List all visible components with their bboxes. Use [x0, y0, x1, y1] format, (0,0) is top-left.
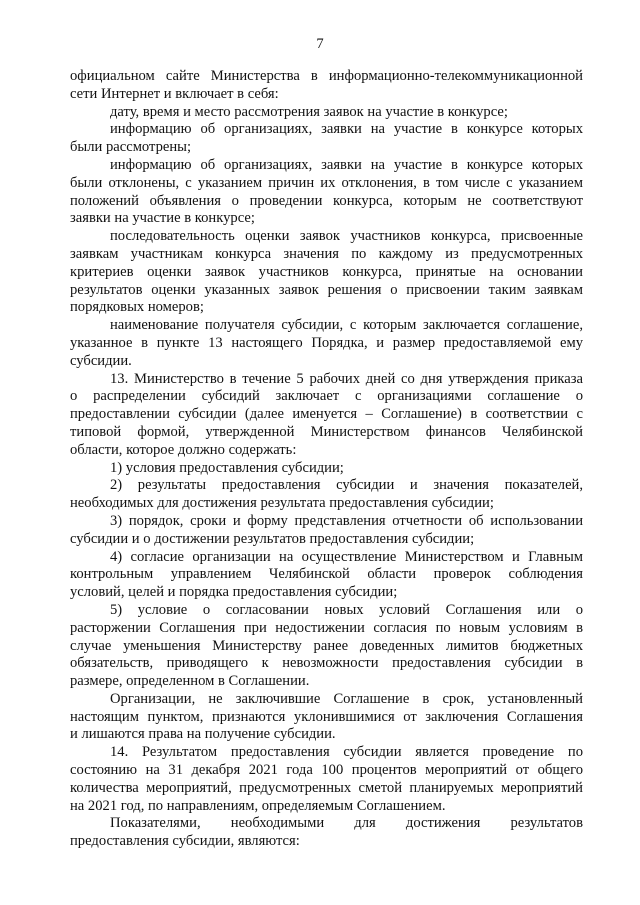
text-line: Показателями, необходимыми для достижения результатов [110, 815, 583, 832]
paragraph [70, 691, 583, 744]
text-line: состоянию на 31 декабря 2021 года 100 процентов мероприятий от общего [70, 762, 583, 779]
text-line: дату, время и место рассмотрения заявок на участие в конкурсе; [110, 103, 508, 120]
paragraph [70, 744, 583, 815]
text-line: 14. Результатом предоставления субсидии является проведение по [110, 744, 583, 761]
document-body [70, 68, 583, 851]
text-line: 3) порядок, сроки и форму представления отчетности об использовании [110, 512, 583, 529]
text-line: случае уменьшения Министерству ранее доведенных лимитов бюджетных [70, 637, 583, 654]
paragraph [70, 549, 583, 602]
text-line: официальном сайте Министерства в информационно-телекоммуникационной [70, 68, 583, 84]
text-line: и лишаются права на получение субсидии. [70, 726, 336, 743]
text-line: настоящим пунктом, признаются уклонившимися от заключения Соглашения [70, 708, 583, 725]
text-line: порядковых номеров; [70, 299, 204, 316]
text-line: контрольным управлением Челябинской области проверок соблюдения [70, 566, 583, 583]
text-line: критериев оценки заявок участников конкурса, принятые на основании [70, 263, 583, 280]
paragraph [70, 477, 583, 513]
paragraph [70, 460, 583, 478]
text-line: области, которое должно содержать: [70, 441, 297, 458]
text-line: условий, целей и порядка предоставления субсидии; [70, 584, 398, 601]
text-line: указанное в пункте 13 настоящего Порядка, и размер предоставляемой ему [70, 334, 583, 351]
text-line: 1) условия предоставления субсидии; [110, 459, 344, 476]
text-line: о распределении субсидий заключает с организациями соглашение о [70, 388, 583, 405]
text-line: 5) условие о согласовании новых условий Соглашения или о [110, 601, 583, 618]
text-line: предоставления субсидии, являются: [70, 833, 300, 850]
text-line: последовательность оценки заявок участников конкурса, присвоенные [110, 228, 583, 245]
text-line: типовой формой, утвержденной Министерством финансов Челябинской [70, 423, 583, 440]
text-line: субсидии и о достижении результатов предоставления субсидии; [70, 530, 475, 547]
paragraph [70, 121, 583, 157]
text-line: количества мероприятий, предусмотренных сметой планируемых мероприятий [70, 779, 583, 796]
paragraph [70, 228, 583, 317]
text-line: обязательств, приводящего к невозможности предоставления субсидии в [70, 655, 583, 672]
paragraph [70, 815, 583, 851]
text-line: информацию об организациях, заявки на участие в конкурсе которых [110, 156, 583, 173]
text-line: заявки на участие в конкурсе; [70, 210, 255, 227]
text-line: Организации, не заключившие Соглашение в срок, установленный [110, 690, 583, 707]
text-line: предоставлении субсидии (далее именуется – Соглашение) в соответствии с [70, 406, 583, 423]
text-line: были отклонены, с указанием причин их отклонения, в том числе с указанием [70, 174, 583, 191]
text-line: необходимых для достижения результата предоставления субсидии; [70, 495, 494, 512]
text-line: 4) согласие организации на осуществление Министерством и Главным [110, 548, 583, 565]
text-line: сети Интернет и включает в себя: [70, 85, 279, 102]
paragraph [70, 68, 583, 104]
text-line: результатов оценки указанных заявок решения о присвоении таким заявкам [70, 281, 583, 298]
paragraph [70, 157, 583, 228]
paragraph [70, 513, 583, 549]
text-line: на 2021 год, по направлениям, определяемым Соглашением. [70, 797, 446, 814]
page-number: 7 [316, 36, 324, 52]
paragraph [70, 104, 583, 122]
text-line: расторжении Соглашения при недостижении согласия по новым условиям в [70, 619, 583, 636]
text-line: были рассмотрены; [70, 139, 192, 156]
text-line: размере, определенном в Соглашении. [70, 673, 310, 690]
text-line: положений объявления о проведении конкурса, которым не соответствуют [70, 192, 583, 209]
paragraph [70, 317, 583, 370]
text-line: заявкам участникам конкурса значения по каждому из предусмотренных [70, 245, 583, 262]
paragraph [70, 602, 583, 691]
text-line: информацию об организациях, заявки на участие в конкурсе которых [110, 121, 583, 138]
text-line: субсидии. [70, 352, 132, 369]
paragraph [70, 371, 583, 460]
text-line: 13. Министерство в течение 5 рабочих дней со дня утверждения приказа [110, 370, 583, 387]
text-line: наименование получателя субсидии, с которым заключается соглашение, [110, 317, 583, 334]
text-line: 2) результаты предоставления субсидии и значения показателей, [110, 477, 583, 494]
